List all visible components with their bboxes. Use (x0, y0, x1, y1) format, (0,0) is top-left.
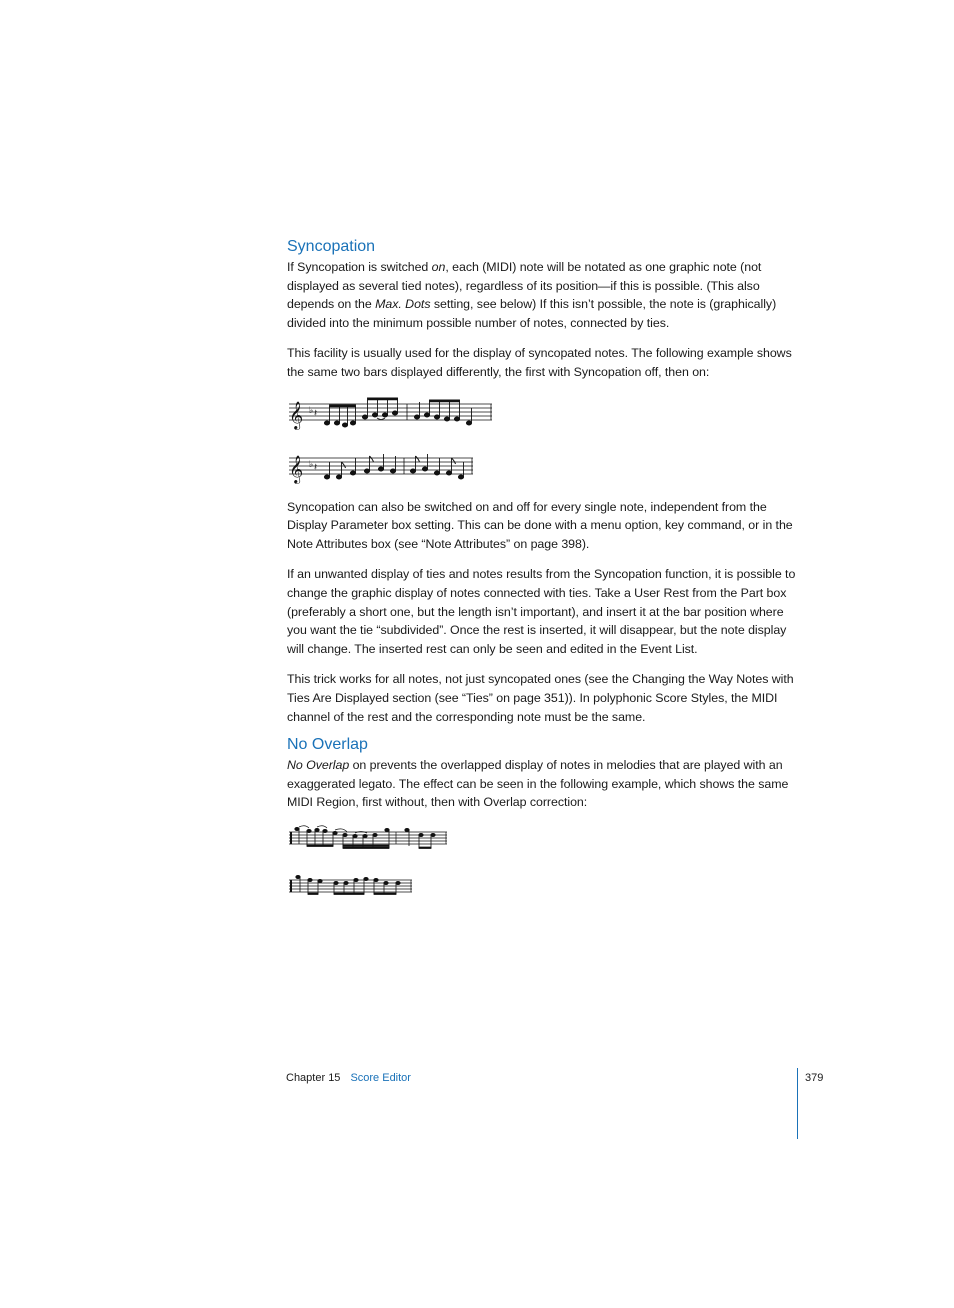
treble-clef-icon: 𝄞 (289, 454, 304, 483)
score-example-overlap-on (287, 872, 417, 902)
flat-icon: ♭ (309, 459, 314, 470)
no-overlap-paragraph-1: No Overlap on prevents the overlapped display of notes in melodies that are played with an exaggerated legato. The effect can be seen in the following example, which shows the same MIDI Region, first without, then with Overlap correction: (287, 758, 789, 810)
score-example-syncopation-on (287, 448, 477, 488)
syncopation-paragraph-4: If an unwanted display of ties and notes results from the Syncopation function, it is possible to change the graphic display of notes connected with ties. Take a User Rest from the Part box (preferably a short one, but the length isn’t important), and insert it at the bar position where you want the tie “subdivided”. Once the rest is inserted, it will disappear, but the note display will change. The inserted rest can only be seen and edited in the Event List. (287, 567, 796, 656)
footer (286, 1071, 411, 1085)
treble-clef-icon: 𝄞 (289, 400, 304, 429)
rest-icon: 𝄽 (314, 461, 318, 473)
syncopation-paragraph-1: If Syncopation is switched on, each (MIDI) note will be notated as one graphic note (not displayed as several tied notes), regardless of its position—if this is possible. (This also depends on the Max. Dots setting, see below) If this isn’t possible, the note is (graphically) divided into the minimum possible number of notes, connected by ties. (287, 260, 777, 330)
score-example-overlap-off (287, 824, 452, 854)
syncopation-paragraph-2: This facility is usually used for the display of syncopated notes. The following example shows the same two bars displayed differently, the first with Syncopation off, then on: (287, 346, 792, 379)
page-number: 379 (805, 1072, 824, 1084)
footer-section-link[interactable]: Score Editor (350, 1072, 411, 1084)
flat-icon: ♭ (309, 405, 314, 416)
syncopation-paragraph-3: Syncopation can also be switched on and off for every single note, independent from the Display Parameter box setting. This can be done with a menu option, key command, or in the Note Attributes box (see “Note Attributes” on page 398). (287, 499, 793, 551)
footer-divider (797, 1068, 798, 1139)
syncopation-paragraph-5: This trick works for all notes, not just syncopated ones (see the Changing the Way Notes with Ties Are Displayed section (see “Ties” on page 351)). In polyphonic Score Styles, the MIDI channel of the rest and the corresponding note must be the same. (287, 672, 794, 724)
page-content (287, 236, 797, 902)
footer-chapter: Chapter 15 (286, 1072, 341, 1084)
heading-no-overlap: No Overlap (287, 736, 368, 754)
heading-syncopation: Syncopation (287, 238, 376, 255)
score-example-syncopation-off (287, 394, 497, 434)
rest-icon: 𝄽 (314, 407, 318, 419)
